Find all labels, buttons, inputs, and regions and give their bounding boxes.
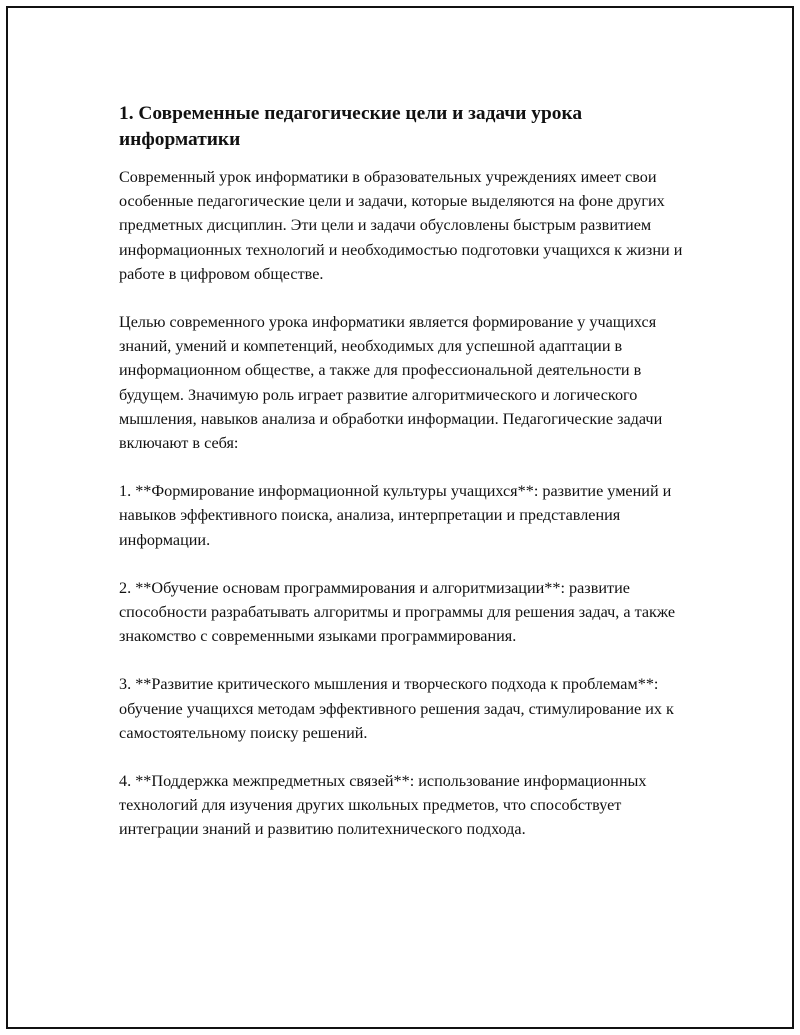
list-item-task-4: 4. **Поддержка межпредметных связей**: использование информационных технологий для изучения других школьных предметов, что способствует интеграции знаний и развитию политехнического подхода. <box>119 772 647 839</box>
list-item-task-2: 2. **Обучение основам программирования и алгоритмизации**: развитие способности разрабатывать алгоритмы и программы для решения задач, а также знакомство с современными языками программирования. <box>119 578 676 646</box>
document-body <box>119 101 699 866</box>
page-frame <box>6 6 794 1029</box>
list-item-task-1: 1. **Формирование информационной культуры учащихся**: развитие умений и навыков эффективного поиска, анализа, интерпретации и представления информации. <box>119 482 672 549</box>
paragraph-goal: Целью современного урока информатики является формирование у учащихся знаний, умений и компетенций, необходимых для успешной адаптации в информационном обществе, а также для профессиональной деятельности в будущем. Значимую роль играет развитие алгоритмического и логического мышления, навыков анализа и обработки информации. Педагогические задачи включают в себя: <box>119 313 663 453</box>
list-item-task-3: 3. **Развитие критического мышления и творческого подхода к проблемам**: обучение учащихся методам эффективного решения задач, стимулирование их к самостоятельному поиску решений. <box>119 675 674 742</box>
document-title: 1. Современные педагогические цели и задачи урока информатики <box>119 103 583 150</box>
paragraph-intro: Современный урок информатики в образовательных учреждениях имеет свои особенные педагогические цели и задачи, которые выделяются на фоне других предметных дисциплин. Эти цели и задачи обусловлены быстрым развитием информационных технологий и необходимостью подготовки учащихся к жизни и работе в цифровом обществе. <box>119 168 683 283</box>
